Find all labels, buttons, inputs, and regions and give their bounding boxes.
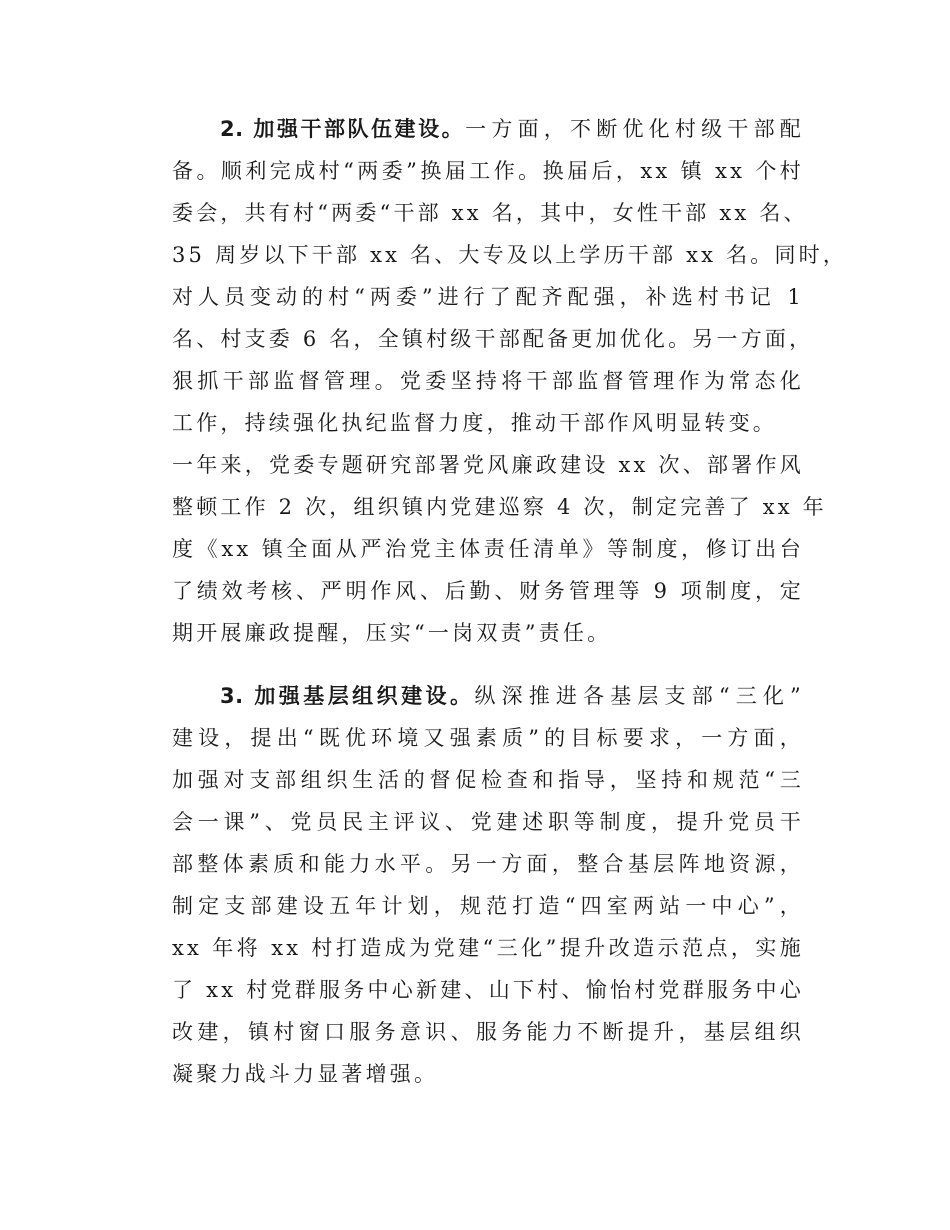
paragraph-line: 2. 加强干部队伍建设。一方面，不断优化村级干部配 xyxy=(220,117,804,141)
paragraph-line: 度《xx 镇全面从严治党主体责任清单》等制度，修订出台 xyxy=(172,537,804,561)
paragraph-line: 35 周岁以下干部 xx 名、大专及以上学历干部 xx 名。同时， xyxy=(172,243,848,267)
paragraph-line: 部整体素质和能力水平。另一方面，整合基层阵地资源， xyxy=(172,852,804,876)
paragraph-line: 一年来，党委专题研究部署党风廉政建设 xx 次、部署作风 xyxy=(172,453,804,477)
paragraph-line: 凝聚力战斗力显著增强。 xyxy=(172,1062,439,1086)
paragraph-line: 制定支部建设五年计划，规范打造“四室两站一中心”， xyxy=(172,894,804,918)
paragraph-line: 建设，提出“既优环境又强素质”的目标要求，一方面， xyxy=(172,726,804,750)
paragraph-line: 对人员变动的村“两委”进行了配齐配强，补选村书记 1 xyxy=(172,285,804,309)
paragraph-line: 期开展廉政提醒，压实“一岗双责”责任。 xyxy=(172,621,612,645)
paragraph-line: 加强对支部组织生活的督促检查和指导，坚持和规范“三 xyxy=(172,768,804,792)
paragraph-line: 狠抓干部监督管理。党委坚持将干部监督管理作为常态化 xyxy=(172,369,804,393)
paragraph-line: 整顿工作 2 次，组织镇内党建巡察 4 次，制定完善了 xx 年 xyxy=(172,495,827,519)
paragraph-line: 改建，镇村窗口服务意识、服务能力不断提升，基层组织 xyxy=(172,1020,804,1044)
document-page xyxy=(172,108,848,1095)
paragraph-line: 名、村支委 6 名，全镇村级干部配备更加优化。另一方面， xyxy=(172,327,814,351)
paragraph-line: 会一课”、党员民主评议、党建述职等制度，提升党员干 xyxy=(172,810,804,834)
paragraph-cadre-team xyxy=(172,108,848,654)
paragraph-line: xx 年将 xx 村打造成为党建“三化”提升改造示范点，实施 xyxy=(172,936,804,960)
section-heading: 2. 加强干部队伍建设。 xyxy=(220,117,466,141)
paragraph-line: 了 xx 村党群服务中心新建、山下村、愉怡村党群服务中心 xyxy=(172,978,804,1002)
paragraph-line: 工作，持续强化执纪监督力度，推动干部作风明显转变。 xyxy=(172,411,777,435)
paragraph-line: 委会，共有村“两委“干部 xx 名，其中，女性干部 xx 名、 xyxy=(172,201,808,225)
paragraph-line: 了绩效考核、严明作风、后勤、财务管理等 9 项制度，定 xyxy=(172,579,804,603)
paragraph-line: 3. 加强基层组织建设。纵深推进各基层支部“三化” xyxy=(220,684,804,708)
paragraph-grassroots-organization xyxy=(172,675,804,1095)
section-heading: 3. 加强基层组织建设。 xyxy=(220,684,475,708)
paragraph-line: 备。顺利完成村“两委”换届工作。换届后，xx 镇 xx 个村 xyxy=(172,159,804,183)
